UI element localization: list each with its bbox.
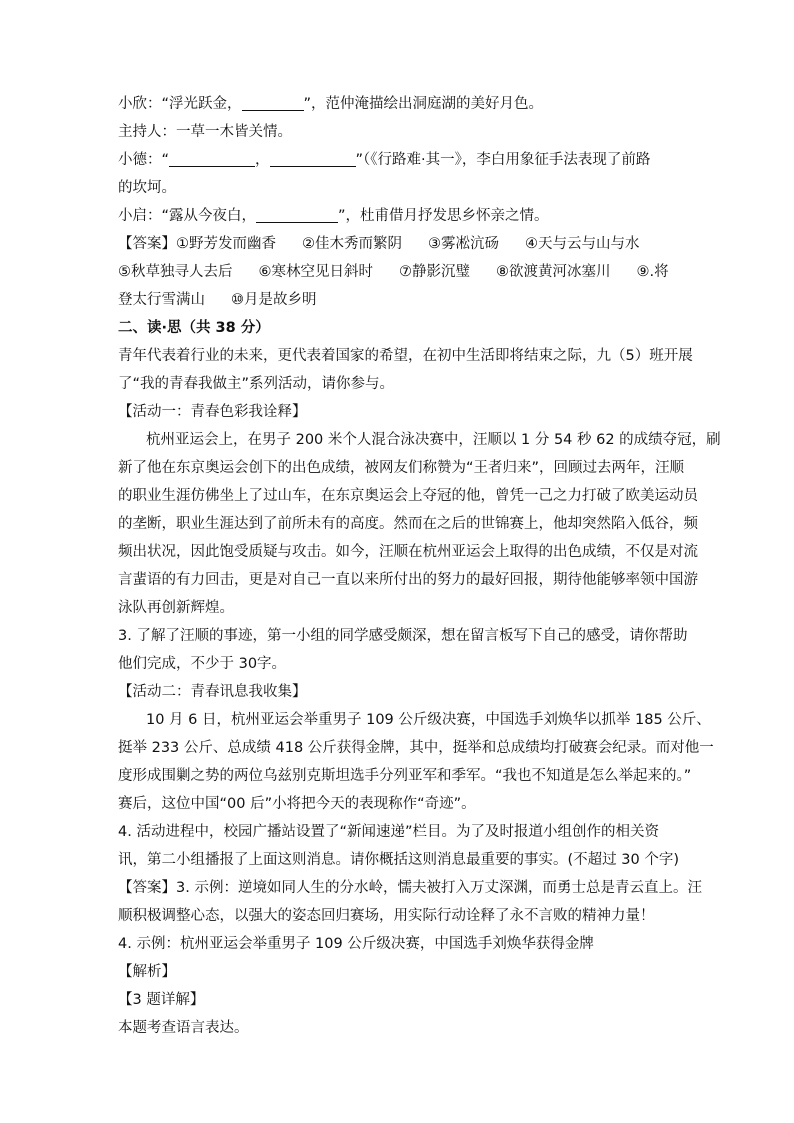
question-4: 4. 活动进程中，校园广播站设置了“新闻速递”栏目。为了及时报道小组创作的相关资 bbox=[118, 824, 659, 840]
answer-item: ⑦静影沉璧 bbox=[399, 264, 470, 280]
answer-item: ②佳木秀而繁阴 bbox=[302, 236, 402, 252]
answer-item: ⑧欲渡黄河冰塞川 bbox=[496, 264, 611, 280]
passage-line: 泳队再创新辉煌。 bbox=[118, 600, 234, 616]
question-4-cont: 讯，第二小组播报了上面这则消息。请你概括这则消息最重要的事实。(不超过 30 个字) bbox=[118, 852, 679, 868]
answer-label: 【答案】 bbox=[118, 236, 176, 252]
answer-item: ③雾凇沆砀 bbox=[428, 236, 499, 252]
answer-block-line: 【答案】3. 示例：逆境如同人生的分水岭，懦夫被打入万丈深渊，而勇士总是青云直上。汪 bbox=[118, 880, 702, 896]
document-page bbox=[118, 90, 721, 1042]
news-line: 赛后，这位中国“00 后”小将把今天的表现称作“奇迹”。 bbox=[118, 796, 476, 812]
passage-line: 的垄断，职业生涯达到了前所未有的高度。然而在之后的世锦赛上，他却突然陷入低谷，频 bbox=[118, 516, 698, 532]
answer-item: ①野芳发而幽香 bbox=[176, 236, 276, 252]
question-3-cont: 他们完成，不少于 30字。 bbox=[118, 656, 287, 672]
answer-row-1 bbox=[118, 230, 678, 258]
answer-item: ⑩月是故乡明 bbox=[231, 292, 317, 308]
activity-two-heading: 【活动二：青春讯息我收集】 bbox=[118, 684, 307, 700]
section-heading: 二、读·思（共 38 分） bbox=[118, 320, 270, 336]
detail-text: 本题考查语言表达。 bbox=[118, 1020, 249, 1036]
intro-line: 青年代表着行业的未来，更代表着国家的希望，在初中生活即将结束之际，九（5）班开展 bbox=[118, 348, 693, 364]
analysis-heading: 【解析】 bbox=[118, 964, 176, 980]
xiaoxin-text-end: ”，范仲淹描绘出洞庭湖的美好月色。 bbox=[303, 96, 544, 112]
answer-item: ④天与云与山与水 bbox=[525, 236, 640, 252]
line-xiaoxin bbox=[118, 90, 678, 118]
passage-line: 新了他在东京奥运会创下的出色成绩，被网友们称赞为“王者归来”，回顾过去两年，汪顺 bbox=[118, 460, 685, 476]
xiaode-text-start: 小德：“ bbox=[118, 152, 170, 168]
answer-blank bbox=[169, 150, 255, 167]
answer-row-2 bbox=[118, 258, 678, 286]
news-line: 10 月 6 日，杭州亚运会举重男子 109 公斤级决赛，中国选手刘焕华以抓举 185 公斤、 bbox=[146, 712, 711, 728]
xiaoxin-text-start: 小欣：“浮光跃金， bbox=[118, 96, 242, 112]
passage-line: 言蜚语的有力回击，更是对自己一直以来所付出的努力的最好回报，期待他能够率领中国游 bbox=[118, 572, 698, 588]
question-3: 3. 了解了汪顺的事迹，第一小组的同学感受颇深，想在留言板写下自己的感受，请你帮助 bbox=[118, 628, 688, 644]
answer-item: ⑥寒林空见日斜时 bbox=[258, 264, 373, 280]
news-line: 度形成围剿之势的两位乌兹别克斯坦选手分列亚军和季军。“我也不知道是怎么举起来的。” bbox=[118, 768, 692, 784]
answer-item: ⑤秋草独寻人去后 bbox=[118, 264, 233, 280]
answer-blank bbox=[256, 206, 338, 223]
line-xiaoqi bbox=[118, 202, 678, 230]
activity-one-heading: 【活动一：青春色彩我诠释】 bbox=[118, 404, 307, 420]
answer-item: 登太行雪满山 bbox=[118, 292, 205, 308]
answer-block-line: 4. 示例：杭州亚运会举重男子 109 公斤级决赛，中国选手刘焕华获得金牌 bbox=[118, 936, 594, 952]
answer-blank bbox=[242, 94, 304, 111]
xiaode-text-end: ”（《行路难·其一》，李白用象征手法表现了前路 bbox=[355, 152, 651, 168]
intro-line: 了“我的青春我做主”系列活动，请你参与。 bbox=[118, 376, 395, 392]
passage-line: 的职业生涯仿佛坐上了过山车，在东京奥运会上夺冠的他，曾凭一己之力打破了欧美运动员 bbox=[118, 488, 698, 504]
xiaoqi-text-start: 小启：“露从今夜白， bbox=[118, 208, 257, 224]
passage-line: 频出状况，因此饱受质疑与攻击。如今，汪顺在杭州亚运会上取得的出色成绩，不仅是对流 bbox=[118, 544, 698, 560]
xiaode-comma: ， bbox=[255, 152, 270, 168]
line-xiaode-cont: 的坎坷。 bbox=[118, 180, 176, 196]
line-host: 主持人：一草一木皆关情。 bbox=[118, 124, 292, 140]
answer-block-line: 顺积极调整心态，以强大的姿态回归赛场，用实际行动诠释了永不言败的精神力量！ bbox=[118, 908, 655, 924]
answer-item: ⑨.将 bbox=[636, 264, 669, 280]
passage-line: 杭州亚运会上，在男子 200 米个人混合泳决赛中，汪顺以 1 分 54 秒 62 的成绩夺冠，刷 bbox=[146, 432, 721, 448]
answer-row-3 bbox=[118, 286, 678, 314]
line-xiaode bbox=[118, 146, 678, 174]
answer-blank bbox=[270, 150, 356, 167]
xiaoqi-text-end: ”，杜甫借月抒发思乡怀亲之情。 bbox=[338, 208, 549, 224]
news-line: 挺举 233 公斤、总成绩 418 公斤获得金牌，其中，挺举和总成绩均打破赛会纪录。而对他一 bbox=[118, 740, 714, 756]
detail-heading: 【3 题详解】 bbox=[118, 992, 205, 1008]
